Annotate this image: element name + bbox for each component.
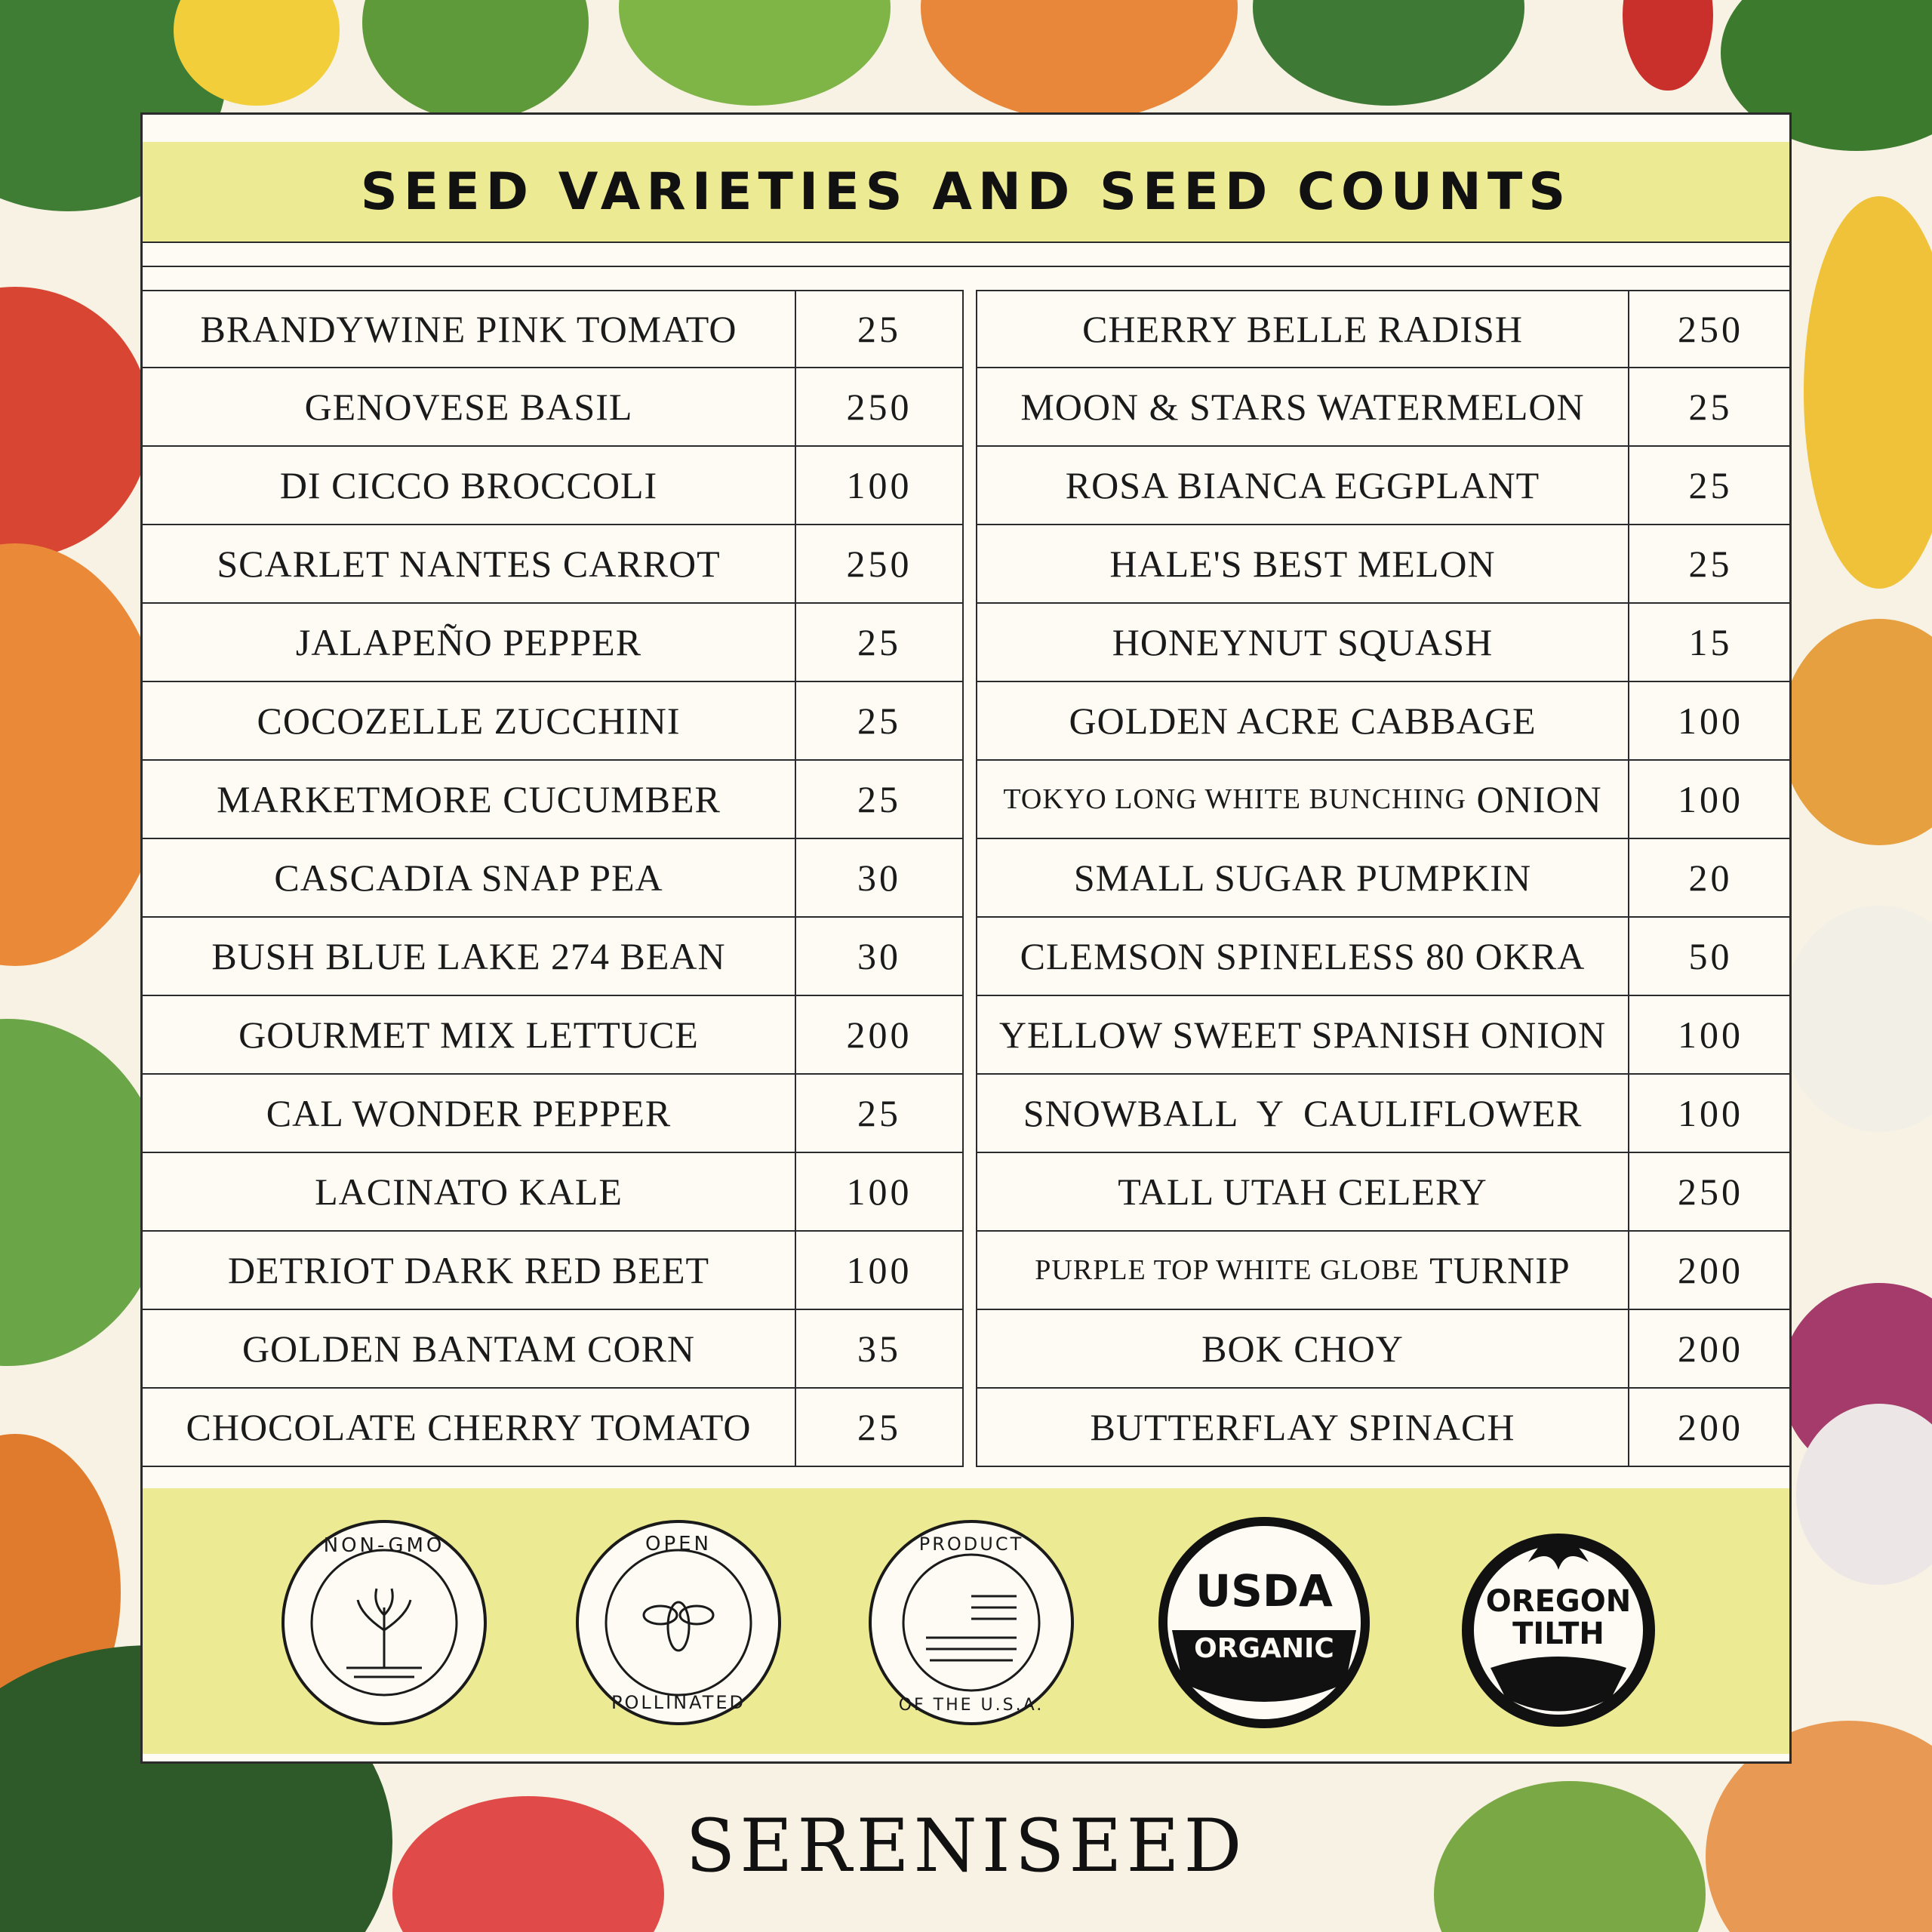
- seed-count: 25: [1688, 386, 1733, 428]
- table-row: [143, 761, 962, 839]
- non-gmo-label: NON-GMO: [323, 1534, 445, 1557]
- left-column: [143, 290, 962, 1467]
- variety-name: SCARLET NANTES CARROT: [143, 525, 796, 602]
- seed-count: 100: [846, 1249, 912, 1291]
- oregon-tilth-badge: [1453, 1517, 1664, 1728]
- table-row: [977, 1310, 1792, 1389]
- table-row: [977, 1153, 1792, 1232]
- svg-text:OREGON: OREGON: [1485, 1584, 1632, 1619]
- table-row: [977, 761, 1792, 839]
- seed-count: 25: [857, 778, 901, 820]
- seed-count: 100: [846, 1171, 912, 1213]
- brand-logo: SERENISEED: [685, 1804, 1247, 1888]
- variety-name: GOLDEN BANTAM CORN: [143, 1310, 796, 1387]
- certification-band: [143, 1488, 1789, 1754]
- seed-count: 25: [1688, 543, 1733, 585]
- table-row: [977, 1389, 1792, 1467]
- table-row: [977, 1075, 1792, 1153]
- svg-text:PRODUCT: PRODUCT: [918, 1534, 1024, 1555]
- seed-count: 25: [857, 621, 901, 663]
- table-row: [977, 447, 1792, 525]
- seed-count: 200: [1678, 1406, 1743, 1448]
- variety-name: DETRIOT DARK RED BEET: [143, 1232, 796, 1309]
- seed-count: 200: [1678, 1327, 1743, 1370]
- seed-count: 250: [1678, 308, 1743, 350]
- divider: [143, 266, 1789, 267]
- seed-count: 35: [857, 1327, 901, 1370]
- svg-text:OPEN: OPEN: [645, 1533, 712, 1555]
- variety-name: YELLOW SWEET SPANISH ONION: [977, 996, 1629, 1073]
- variety-name: MARKETMORE CUCUMBER: [143, 761, 796, 838]
- seed-count: 250: [846, 386, 912, 428]
- seed-count: 100: [846, 464, 912, 506]
- table-row: [977, 525, 1792, 604]
- variety-name: GOLDEN ACRE CABBAGE: [977, 682, 1629, 759]
- table-row: [977, 996, 1792, 1075]
- variety-name: HONEYNUT SQUASH: [977, 604, 1629, 681]
- table-row: [143, 525, 962, 604]
- seed-count: 200: [1678, 1249, 1743, 1291]
- seed-chart-panel: [140, 112, 1792, 1764]
- variety-name: SNOWBALL Y CAULIFLOWER: [977, 1075, 1629, 1152]
- variety-name: CAL WONDER PEPPER: [143, 1075, 796, 1152]
- table-row: [977, 604, 1792, 682]
- table-row: [143, 1153, 962, 1232]
- svg-text:POLLINATED: POLLINATED: [611, 1692, 746, 1713]
- variety-name: GENOVESE BASIL: [143, 368, 796, 445]
- svg-text:OF THE U.S.A.: OF THE U.S.A.: [898, 1696, 1044, 1715]
- table-row: [143, 1075, 962, 1153]
- variety-name: CLEMSON SPINELESS 80 OKRA: [977, 918, 1629, 995]
- seed-table: [143, 290, 1789, 1467]
- seed-count: 25: [1688, 464, 1733, 506]
- table-row: [977, 918, 1792, 996]
- seed-count: 25: [857, 308, 901, 350]
- table-row: [143, 918, 962, 996]
- table-row: [143, 839, 962, 918]
- variety-name: TALL UTAH CELERY: [977, 1153, 1629, 1230]
- seed-count: 30: [857, 935, 901, 977]
- seed-count: 20: [1688, 857, 1733, 899]
- variety-name: ROSA BIANCA EGGPLANT: [977, 447, 1629, 524]
- variety-name-prefix: TOKYO LONG WHITE BUNCHING: [1003, 783, 1466, 815]
- table-row: [143, 1310, 962, 1389]
- seed-count: 100: [1678, 1092, 1743, 1134]
- seed-count: 25: [857, 1406, 901, 1448]
- variety-name: LACINATO KALE: [143, 1153, 796, 1230]
- variety-name-suffix: ONION: [1476, 778, 1602, 820]
- table-row: [143, 604, 962, 682]
- variety-name: CASCADIA SNAP PEA: [143, 839, 796, 916]
- seed-count: 25: [857, 1092, 901, 1134]
- variety-name: GOURMET MIX LETTUCE: [143, 996, 796, 1073]
- seed-count: 250: [1678, 1171, 1743, 1213]
- table-row: [143, 1232, 962, 1310]
- variety-name: SMALL SUGAR PUMPKIN: [977, 839, 1629, 916]
- seed-count: 100: [1678, 700, 1743, 742]
- page-title: SEED VARIETIES AND SEED COUNTS: [360, 162, 1572, 222]
- seed-count: 100: [1678, 1014, 1743, 1056]
- variety-name: [977, 1232, 1629, 1309]
- svg-text:ORGANIC: ORGANIC: [1194, 1633, 1334, 1664]
- variety-name: COCOZELLE ZUCCHINI: [143, 682, 796, 759]
- variety-name: MOON & STARS WATERMELON: [977, 368, 1629, 445]
- variety-name: CHERRY BELLE RADISH: [977, 291, 1629, 367]
- variety-name: CHOCOLATE CHERRY TOMATO: [143, 1389, 796, 1466]
- table-row: [977, 290, 1792, 368]
- seed-count: 250: [846, 543, 912, 585]
- table-row: [143, 682, 962, 761]
- variety-name: HALE'S BEST MELON: [977, 525, 1629, 602]
- table-row: [143, 368, 962, 447]
- variety-name: BRANDYWINE PINK TOMATO: [143, 291, 796, 367]
- variety-name: [977, 761, 1629, 838]
- variety-name: BOK CHOY: [977, 1310, 1629, 1387]
- seed-count: 100: [1678, 778, 1743, 820]
- table-row: [143, 290, 962, 368]
- variety-name: BUTTERFLAY SPINACH: [977, 1389, 1629, 1466]
- svg-text:TILTH: TILTH: [1512, 1617, 1604, 1651]
- usda-organic-badge: [1158, 1517, 1370, 1728]
- non-gmo-badge: [278, 1517, 490, 1728]
- table-row: [143, 447, 962, 525]
- variety-name: DI CICCO BROCCOLI: [143, 447, 796, 524]
- seed-count: 50: [1688, 935, 1733, 977]
- title-band: [143, 142, 1789, 243]
- variety-name: BUSH BLUE LAKE 274 BEAN: [143, 918, 796, 995]
- svg-text:USDA: USDA: [1195, 1565, 1333, 1617]
- seed-count: 30: [857, 857, 901, 899]
- table-row: [977, 1232, 1792, 1310]
- variety-name-suffix: TURNIP: [1429, 1249, 1571, 1291]
- open-pollinated-badge: [573, 1517, 784, 1728]
- seed-count: 25: [857, 700, 901, 742]
- seed-count: 200: [846, 1014, 912, 1056]
- table-row: [977, 839, 1792, 918]
- variety-name-prefix: PURPLE TOP WHITE GLOBE: [1035, 1254, 1420, 1286]
- variety-name: JALAPEÑO PEPPER: [143, 604, 796, 681]
- column-divider: [962, 290, 964, 1467]
- product-of-usa-badge: [866, 1517, 1077, 1728]
- table-row: [977, 682, 1792, 761]
- table-row: [143, 996, 962, 1075]
- table-row: [977, 368, 1792, 447]
- table-row: [143, 1389, 962, 1467]
- right-column: [977, 290, 1792, 1467]
- seed-count: 15: [1688, 621, 1733, 663]
